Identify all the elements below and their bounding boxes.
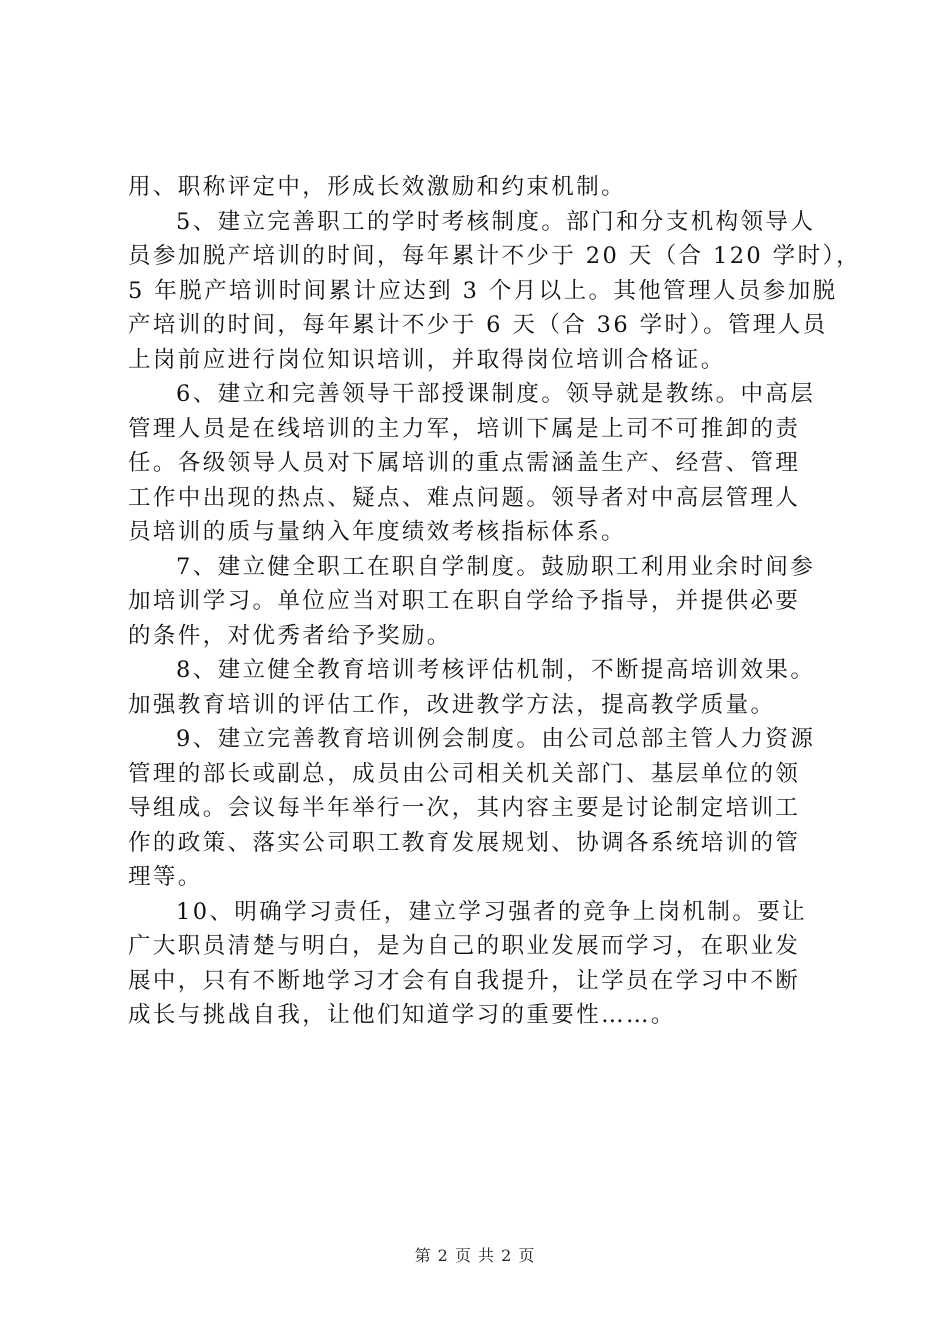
text-line: 管理的部长或副总，成员由公司相关机关部门、基层单位的领 <box>128 760 801 787</box>
text-line: 成长与挑战自我，让他们知道学习的重要性……。 <box>128 1002 676 1028</box>
text-line: 员参加脱产培训的时间，每年累计不少于 20 天（合 120 学时）， <box>128 243 862 269</box>
text-line: 管理人员是在线培训的主力军，培训下属是上司不可推卸的责 <box>128 415 801 442</box>
text-line: 10、明确学习责任，建立学习强者的竞争上岗机制。要让 <box>176 898 808 925</box>
paragraph-item-5 <box>128 205 862 378</box>
text-line: 加培训学习。单位应当对职工在职自学给予指导，并提供必要 <box>128 588 801 614</box>
text-line: 6、建立和完善领导干部授课制度。领导就是教练。中高层 <box>176 381 816 407</box>
paragraph-item-8 <box>128 653 834 722</box>
text-line: 产培训的时间，每年累计不少于 6 天（合 36 学时）。管理人员 <box>128 312 828 338</box>
text-line: 导组成。会议每半年举行一次，其内容主要是讨论制定培训工 <box>128 795 801 821</box>
paragraph-item-7 <box>128 550 834 654</box>
text-line: 展中，只有不断地学习才会有自我提升，让学员在学习中不断 <box>128 967 801 994</box>
paragraph-1-continuation <box>128 170 834 205</box>
text-line: 7、建立健全职工在职自学制度。鼓励职工利用业余时间参 <box>176 553 816 580</box>
text-line: 加强教育培训的评估工作，改进教学方法，提高教学质量。 <box>128 691 776 718</box>
text-line: 员培训的质与量纳入年度绩效考核指标体系。 <box>128 519 627 545</box>
text-line: 用、职称评定中，形成长效激励和约束机制。 <box>128 174 627 200</box>
paragraph-item-6 <box>128 377 834 550</box>
text-line: 理等。 <box>128 864 203 890</box>
text-line: 5 年脱产培训时间累计应达到 3 个月以上。其他管理人员参加脱 <box>128 277 838 304</box>
text-line: 5、建立完善职工的学时考核制度。部门和分支机构领导人 <box>176 208 816 235</box>
text-line: 作的政策、落实公司职工教育发展规划、协调各系统培训的管 <box>128 829 801 856</box>
text-line: 8、建立健全教育培训考核评估机制，不断提高培训效果。 <box>176 657 816 683</box>
text-line: 任。各级领导人员对下属培训的重点需涵盖生产、经营、管理 <box>128 450 801 476</box>
text-line: 工作中出现的热点、疑点、难点问题。领导者对中高层管理人 <box>128 484 801 511</box>
paragraph-item-10 <box>128 895 834 1033</box>
text-line: 的条件，对优秀者给予奖励。 <box>128 622 452 649</box>
text-line: 9、建立完善教育培训例会制度。由公司总部主管人力资源 <box>176 726 816 752</box>
document-body <box>128 170 862 1033</box>
page-number-footer: 第 2 页 共 2 页 <box>414 1246 536 1265</box>
paragraph-item-9 <box>128 722 834 895</box>
text-line: 上岗前应进行岗位知识培训，并取得岗位培训合格证。 <box>128 346 726 373</box>
text-line: 广大职员清楚与明白，是为自己的职业发展而学习，在职业发 <box>128 933 801 959</box>
